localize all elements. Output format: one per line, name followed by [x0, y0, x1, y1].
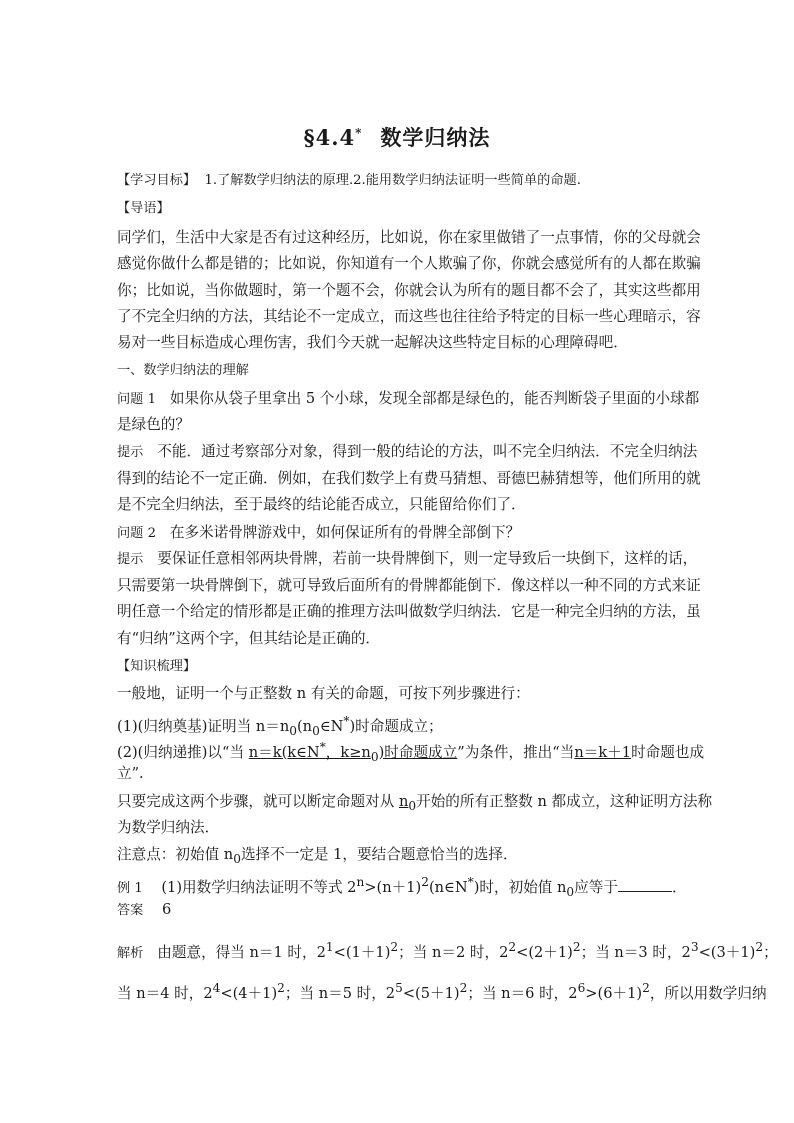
solution-run: 5: [395, 981, 403, 995]
goals-text: 1.了解数学归纳法的原理.2.能用数学归纳法证明一些简单的命题.: [204, 173, 581, 188]
knowledge-line: 立”.: [117, 765, 144, 782]
solution-run: ；当 n＝6 时，2: [467, 984, 578, 1002]
intro-line: 感觉你做什么都是错的；比如说，你知道有一个人欺骗了你，你就会感觉所有的人都在欺骗: [117, 255, 701, 272]
hint-2-line: 有“归纳”这两个字，但其结论是正确的．: [117, 630, 381, 647]
question-text: 在多米诺骨牌游戏中，如何保证所有的骨牌全部倒下？: [169, 524, 521, 541]
knowledge-line: 为数学归纳法．: [117, 819, 220, 836]
intro-label: 【导语】: [117, 201, 170, 216]
hint-2: [117, 549, 698, 570]
knowledge-line: 只要完成这两个步骤，就可以断定命题对从 $n_0$开始的所有正整数 n 都成立，这种证明方法称: [117, 793, 713, 813]
hint-text: 要保证任意相邻两块骨牌，若前一块骨牌倒下，则一定导致后一块倒下，这样的话，: [157, 550, 698, 567]
section-star: *: [355, 126, 363, 140]
question-label: 问题 2: [117, 526, 156, 541]
title-text: 数学归纳法: [380, 125, 491, 150]
hint-1-line: 是不完全归纳法，至于最终的结论能否成立，只能留给你们了．: [117, 496, 526, 513]
solution-run: ；当 n＝5 时，2: [284, 984, 396, 1002]
intro-line: 同学们，生活中大家是否有过这种经历，比如说，你在家里做错了一点事情，你的父母就会: [117, 229, 701, 246]
question-label: 问题 1: [117, 392, 156, 407]
question-text: 如果你从袋子里拿出 5 个小球，发现全部都是绿色的，能否判断袋子里面的小球都: [169, 390, 700, 407]
solution-run: 2: [642, 981, 650, 995]
solution-run: <(5＋1): [402, 984, 460, 1002]
knowledge-line: 一般地，证明一个与正整数 n 有关的命题，可按下列步骤进行：: [117, 685, 530, 702]
solution-text: [117, 981, 767, 1002]
question-1-cont: 是绿色的？: [117, 416, 190, 433]
intro-line: 了不完全归纳的方法，其结论不一定成立，而这些也往往给予特定的目标一些心理暗示，容: [117, 308, 701, 325]
solution-run: 6: [577, 981, 586, 995]
solution-run: ；: [763, 943, 778, 961]
solution-run: <(3＋1): [698, 943, 756, 961]
solution-line-1: 解析 由题意，得当 n＝1 时，$2^1<(1+1)^2$；当 n＝2 时，$2^2<(2+1)^2$；当 n＝3 时，$2^3<(3+1)^2$；: [117, 940, 778, 961]
hint-1-line: 得到的结论不一定正确．例如，在我们数学上有费马猜想、哥德巴赫猜想等，他们所用的就: [117, 470, 701, 487]
solution-run: ；当 n＝2 时，2: [398, 943, 509, 961]
solution-line-2: [117, 978, 767, 1004]
section-number: §4.4: [303, 125, 356, 150]
intro-line: 易对一些目标造成心理伤害，我们今天就一起解决这些特定目标的心理障碍吧．: [117, 334, 628, 351]
solution-run: 2: [508, 940, 517, 954]
solution-run: 2: [459, 981, 468, 995]
hint-2-line: 明任意一个给定的情形都是正确的推理方法叫做数学归纳法．它是一种完全归纳的方法，虽: [117, 603, 701, 620]
goals-label: 【学习目标】: [117, 173, 197, 188]
base-step: (1)(归纳奠基)证明当 $n=n_0(n_0\in N^*)$时命题成立；: [117, 714, 443, 738]
question-1: [117, 389, 700, 410]
solution-run: 2: [390, 940, 399, 954]
solution-run: <(4＋1): [220, 984, 278, 1002]
solution-text: [157, 940, 778, 961]
hint-text: 不能．通过考察部分对象，得到一般的结论的方法，叫不完全归纳法．不完全归纳法: [157, 443, 698, 460]
solution-run: >(6＋1): [585, 984, 643, 1002]
solution-run: <(1＋1): [333, 943, 391, 961]
note: 注意点：初始值 $n_0$选择不一定是 1，要结合题意恰当的选择．: [117, 846, 518, 866]
page-title: [0, 122, 794, 152]
answer: 答案 6: [117, 901, 172, 918]
solution-run: ；当 n＝3 时，2: [580, 943, 691, 961]
solution-run: 3: [690, 940, 699, 954]
solution-run: 1: [325, 940, 334, 954]
solution-run: 2: [572, 940, 581, 954]
solution-run: <(2＋1): [516, 943, 573, 961]
section-heading: 一、数学归纳法的理解: [117, 363, 249, 378]
knowledge-label: 【知识梳理】: [117, 659, 197, 674]
hint-1: [117, 442, 698, 463]
learning-goals: [117, 171, 682, 191]
example-1: 例 1 (1)用数学归纳法证明不等式 $2^n>(n+1)^2(n\in N^*)$时，初始值 $n_0$应等于 ．: [117, 875, 687, 899]
solution-run: 2: [755, 940, 764, 954]
solution-run: 4: [212, 981, 221, 995]
solution-run: 当 n＝4 时，2: [117, 984, 213, 1002]
hint-label: 提示: [117, 445, 144, 460]
solution-run: ，所以用数学归纳: [649, 984, 767, 1002]
solution-run: 由题意，得当 n＝1 时，2: [157, 943, 326, 961]
question-2: [117, 523, 682, 544]
inductive-step: (2)(归纳递推)以“当 n＝k(k∈N*，$k\ge n_0$)时命题成立”为条件，推出“当n＝k＋1时命题也成: [117, 740, 705, 764]
solution-run: 2: [277, 981, 285, 995]
hint-2-line: 只需要第一块骨牌倒下，就可导致后面所有的骨牌都能倒下．像这样以一种不同的方式来证: [117, 577, 701, 594]
answer-blank: [618, 877, 672, 892]
intro-line: 你；比如说，当你做题时，第一个题不会，你就会认为所有的题目都不会了，其实这些都用: [117, 282, 701, 299]
hint-label: 提示: [117, 552, 144, 567]
